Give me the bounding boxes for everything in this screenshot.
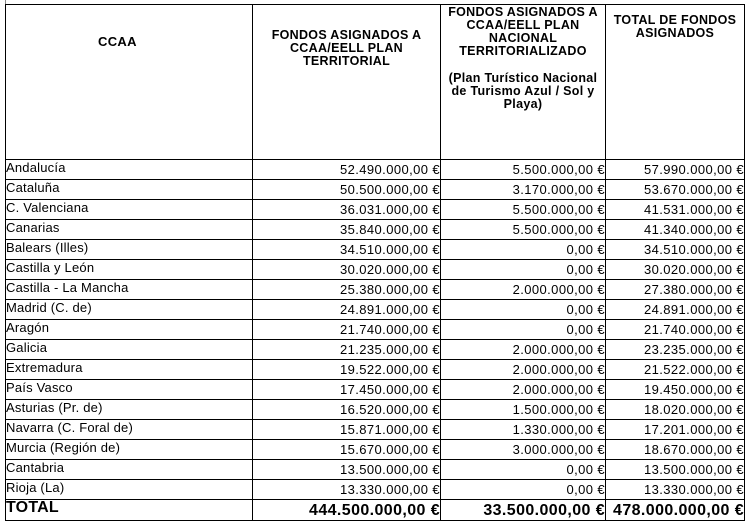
cell-total: 21.522.000,00 € (606, 360, 745, 380)
cell-territorial: 21.740.000,00 € (253, 320, 441, 340)
cell-total: 53.670.000,00 € (606, 180, 745, 200)
cell-nacional: 2.000.000,00 € (441, 360, 606, 380)
cell-nacional: 0,00 € (441, 480, 606, 500)
cell-nacional: 2.000.000,00 € (441, 340, 606, 360)
cell-ccaa: Castilla - La Mancha (6, 280, 253, 300)
cell-nacional: 1.500.000,00 € (441, 400, 606, 420)
cell-territorial: 50.500.000,00 € (253, 180, 441, 200)
cell-territorial: 24.891.000,00 € (253, 300, 441, 320)
cell-ccaa: Navarra (C. Foral de) (6, 420, 253, 440)
cell-total: 17.201.000,00 € (606, 420, 745, 440)
cell-ccaa: Balears (Illes) (6, 240, 253, 260)
cell-territorial: 17.450.000,00 € (253, 380, 441, 400)
table-row (6, 340, 745, 360)
table-row (6, 180, 745, 200)
cell-territorial: 35.840.000,00 € (253, 220, 441, 240)
header-row (6, 5, 745, 160)
cell-territorial: 36.031.000,00 € (253, 200, 441, 220)
table-row (6, 240, 745, 260)
cell-total: 18.670.000,00 € (606, 440, 745, 460)
cell-ccaa: Galicia (6, 340, 253, 360)
cell-ccaa: C. Valenciana (6, 200, 253, 220)
cell-ccaa: Asturias (Pr. de) (6, 400, 253, 420)
cell-total: 18.020.000,00 € (606, 400, 745, 420)
cell-nacional: 5.500.000,00 € (441, 220, 606, 240)
cell-total: 21.740.000,00 € (606, 320, 745, 340)
cell-nacional: 2.000.000,00 € (441, 280, 606, 300)
cell-total: 27.380.000,00 € (606, 280, 745, 300)
cell-ccaa: Murcia (Región de) (6, 440, 253, 460)
cell-total: 57.990.000,00 € (606, 160, 745, 180)
cell-ccaa: Andalucía (6, 160, 253, 180)
cell-ccaa: Madrid (C. de) (6, 300, 253, 320)
cell-total: 13.500.000,00 € (606, 460, 745, 480)
cell-territorial: 16.520.000,00 € (253, 400, 441, 420)
cell-territorial: 15.670.000,00 € (253, 440, 441, 460)
table-row (6, 400, 745, 420)
header-plan-territorial-text: FONDOS ASIGNADOS A CCAA/EELL PLAN TERRITORIAL (271, 28, 422, 68)
header-ccaa: CCAA (6, 5, 253, 160)
cell-territorial: 25.380.000,00 € (253, 280, 441, 300)
cell-total: 19.450.000,00 € (606, 380, 745, 400)
cell-territorial: 52.490.000,00 € (253, 160, 441, 180)
cell-territorial: 13.500.000,00 € (253, 460, 441, 480)
total-territorial: 444.500.000,00 € (253, 500, 441, 521)
table-row (6, 440, 745, 460)
cell-nacional: 3.170.000,00 € (441, 180, 606, 200)
cell-ccaa: País Vasco (6, 380, 253, 400)
cell-nacional: 5.500.000,00 € (441, 200, 606, 220)
cell-nacional: 0,00 € (441, 240, 606, 260)
cell-territorial: 15.871.000,00 € (253, 420, 441, 440)
cell-territorial: 30.020.000,00 € (253, 260, 441, 280)
table-header (6, 5, 745, 160)
cell-total: 30.020.000,00 € (606, 260, 745, 280)
header-plan-nacional-subtitle: (Plan Turístico Nacional de Turismo Azul / Sol y Playa) (448, 71, 598, 111)
cell-ccaa: Canarias (6, 220, 253, 240)
cell-territorial: 19.522.000,00 € (253, 360, 441, 380)
cell-total: 41.340.000,00 € (606, 220, 745, 240)
total-row (6, 500, 745, 521)
cell-nacional: 3.000.000,00 € (441, 440, 606, 460)
cell-territorial: 21.235.000,00 € (253, 340, 441, 360)
cell-total: 24.891.000,00 € (606, 300, 745, 320)
cell-total: 23.235.000,00 € (606, 340, 745, 360)
table-row (6, 200, 745, 220)
table-row (6, 380, 745, 400)
table-row (6, 420, 745, 440)
cell-nacional: 2.000.000,00 € (441, 380, 606, 400)
table-footer (6, 500, 745, 521)
table-row (6, 280, 745, 300)
cell-nacional: 0,00 € (441, 300, 606, 320)
cell-total: 34.510.000,00 € (606, 240, 745, 260)
total-total: 478.000.000,00 € (606, 500, 745, 521)
table-row (6, 480, 745, 500)
funds-table (5, 4, 745, 521)
cell-total: 41.531.000,00 € (606, 200, 745, 220)
cell-nacional: 0,00 € (441, 320, 606, 340)
total-nacional: 33.500.000,00 € (441, 500, 606, 521)
table-row (6, 320, 745, 340)
header-total-text: TOTAL DE FONDOS ASIGNADOS (613, 13, 737, 40)
table-row (6, 300, 745, 320)
cell-nacional: 5.500.000,00 € (441, 160, 606, 180)
header-total (606, 5, 745, 160)
cell-ccaa: Aragón (6, 320, 253, 340)
cell-ccaa: Extremadura (6, 360, 253, 380)
header-plan-nacional-text: FONDOS ASIGNADOS A CCAA/EELL PLAN NACIONAL TERRITORIALIZADO (448, 5, 598, 58)
cell-territorial: 13.330.000,00 € (253, 480, 441, 500)
cell-ccaa: Castilla y León (6, 260, 253, 280)
cell-ccaa: Cantabria (6, 460, 253, 480)
cell-nacional: 1.330.000,00 € (441, 420, 606, 440)
cell-nacional: 0,00 € (441, 260, 606, 280)
header-plan-nacional (441, 5, 606, 160)
total-label: TOTAL (6, 500, 253, 521)
cell-ccaa: Rioja (La) (6, 480, 253, 500)
table-body (6, 160, 745, 500)
cell-territorial: 34.510.000,00 € (253, 240, 441, 260)
table-row (6, 160, 745, 180)
cell-nacional: 0,00 € (441, 460, 606, 480)
cell-total: 13.330.000,00 € (606, 480, 745, 500)
table-row (6, 260, 745, 280)
table-row (6, 460, 745, 480)
header-plan-territorial (253, 5, 441, 160)
table-row (6, 220, 745, 240)
cell-ccaa: Cataluña (6, 180, 253, 200)
funds-document (5, 4, 744, 519)
table-row (6, 360, 745, 380)
